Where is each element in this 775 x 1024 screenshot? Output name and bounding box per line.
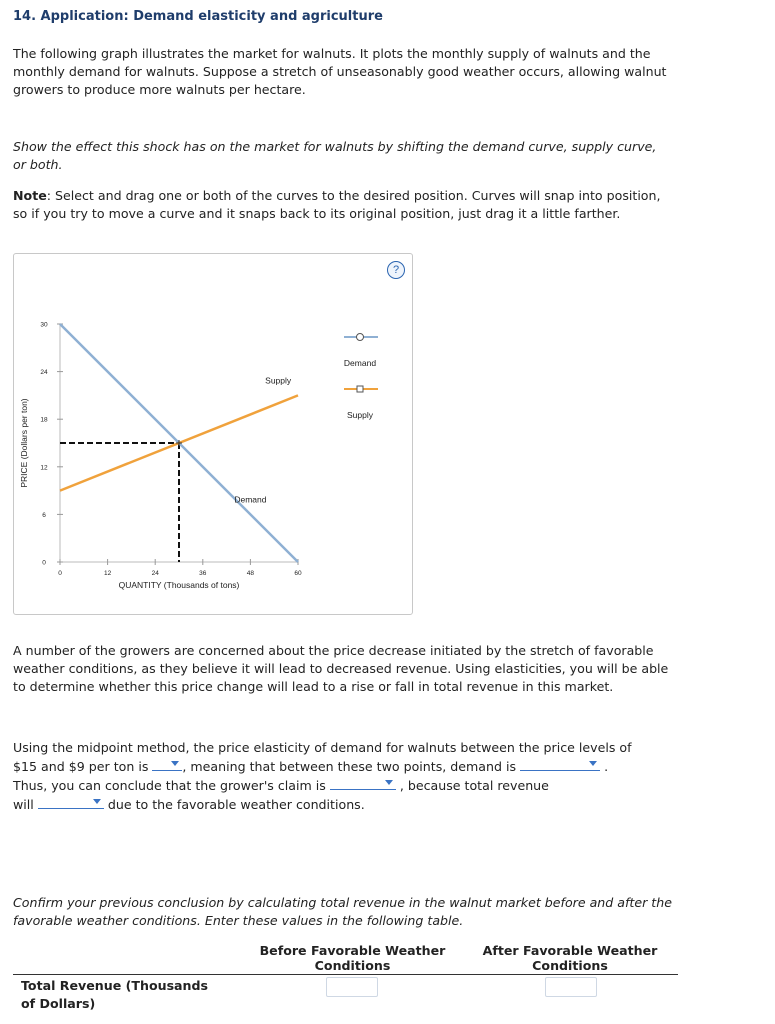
chevron-down-icon — [93, 799, 101, 804]
sentence-part-3: , meaning that between these two points, demand is — [182, 759, 517, 774]
growers-text: A number of the growers are concerned about the price decrease initiated by the stretch of favorable weather conditions, as they believe it will lead to decreased revenue. Using elasticities, you will be able to determine whether this price change will lead to a rise or fall in total revenue in this market. — [13, 643, 669, 694]
legend-supply-marker[interactable] — [357, 386, 363, 392]
sentence-part-2: $15 and $9 per ton is — [13, 759, 149, 774]
y-tick-label: 18 — [40, 416, 48, 424]
legend-demand-label: Demand — [343, 358, 377, 368]
intro-text: The following graph illustrates the market for walnuts. It plots the monthly supply of walnuts and the monthly demand for walnuts. Suppose a stretch of unseasonably good weather occurs, allowing walnut growers to produce more walnuts per hectare. — [13, 46, 667, 97]
legend-supply-label: Supply — [347, 410, 373, 420]
revenue-after-input[interactable] — [545, 977, 597, 997]
x-tick-label: 48 — [246, 570, 255, 577]
help-icon[interactable]: ? — [387, 261, 405, 279]
revenue-change-dropdown[interactable] — [38, 795, 104, 809]
question-title: 14. Application: Demand elasticity and agriculture — [13, 9, 383, 24]
elasticity-value-dropdown[interactable] — [152, 757, 182, 771]
legend-demand-marker[interactable] — [357, 334, 364, 341]
sentence-part-6: , because total revenue — [399, 778, 549, 793]
y-axis-title: PRICE (Dollars per ton) — [19, 398, 29, 488]
sentence-part-5: Thus, you can conclude that the grower's claim is — [13, 778, 326, 793]
column-header-before: Before Favorable Weather Conditions — [259, 943, 446, 973]
y-tick-label: 6 — [42, 511, 46, 519]
y-tick-label: 0 — [42, 559, 46, 567]
note-text — [13, 187, 673, 223]
note-label: Note — [13, 188, 47, 203]
demand-type-dropdown[interactable] — [520, 757, 600, 771]
x-tick-label: 36 — [199, 570, 207, 577]
note-body: : Select and drag one or both of the curves to the desired position. Curves will snap into position, so if you try to move a curve and it snaps back to its original position, just drag it a little farther. — [13, 188, 661, 221]
revenue-before-input[interactable] — [326, 977, 378, 997]
column-header-after: After Favorable Weather Conditions — [482, 943, 658, 973]
elasticity-sentence — [13, 739, 683, 814]
sentence-part-4: . — [604, 759, 609, 774]
x-tick-label: 12 — [103, 570, 112, 577]
x-tick-label: 60 — [294, 570, 302, 577]
sentence-part-8: due to the favorable weather conditions. — [107, 797, 365, 812]
instruction-text: Show the effect this shock has on the market for walnuts by shifting the demand curve, supply curve, or both. — [13, 139, 657, 172]
claim-dropdown[interactable] — [330, 776, 396, 790]
chevron-down-icon — [171, 761, 179, 766]
row-label-total-revenue: Total Revenue (Thousands of Dollars) — [21, 978, 209, 1011]
y-tick-label: 24 — [40, 369, 48, 377]
supply-curve-label: Supply — [265, 375, 292, 386]
supply-demand-chart[interactable] — [14, 254, 412, 614]
chevron-down-icon — [589, 761, 597, 766]
x-axis-title: QUANTITY (Thousands of tons) — [118, 580, 240, 590]
sentence-part-7: will — [13, 797, 34, 812]
table-divider — [13, 974, 678, 975]
demand-curve-label: Demand — [234, 494, 267, 505]
x-tick-label: 0 — [58, 570, 62, 577]
chevron-down-icon — [385, 780, 393, 785]
confirm-text: Confirm your previous conclusion by calculating total revenue in the walnut market before and after the favorable weather conditions. Enter these values in the following table. — [13, 895, 672, 928]
graph-panel — [13, 253, 413, 615]
y-tick-label: 30 — [40, 321, 48, 329]
y-tick-label: 12 — [40, 464, 48, 472]
sentence-part-1: Using the midpoint method, the price elasticity of demand for walnuts between the price levels of — [13, 740, 632, 755]
x-tick-label: 24 — [151, 570, 159, 577]
